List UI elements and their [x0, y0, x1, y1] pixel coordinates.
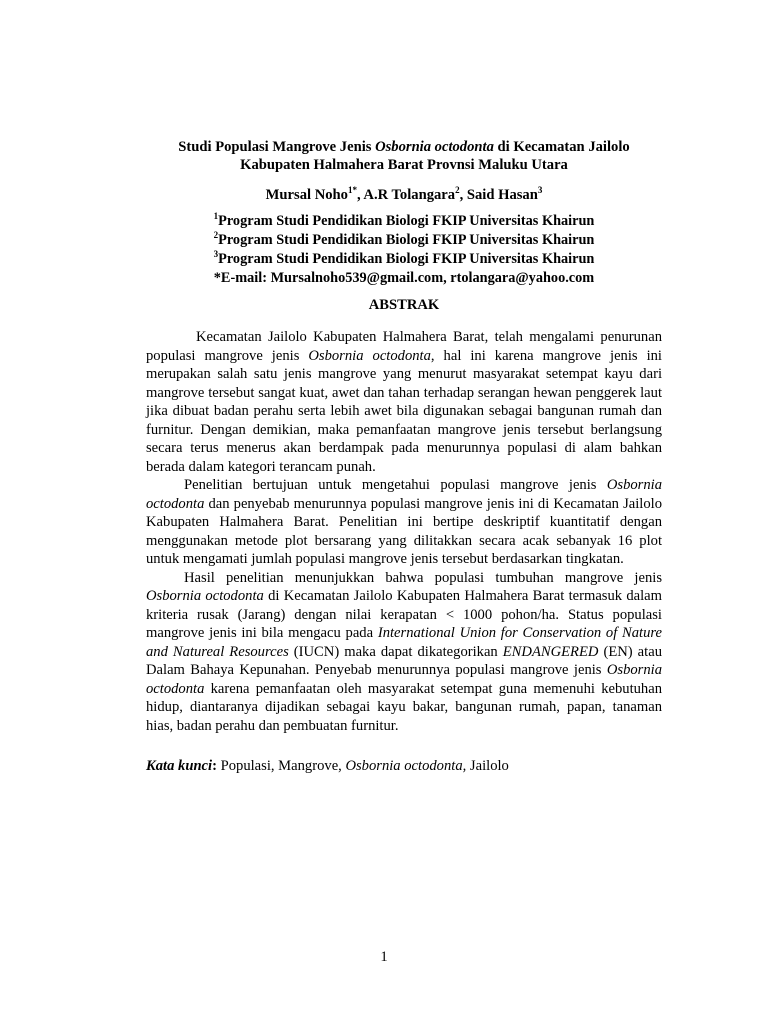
- page-number: 1: [380, 949, 388, 965]
- paragraph-3-text-d: (EN) atau Dalam Bahaya Kepunahan. Penyebab menurunnya populasi mangrove jenis: [146, 643, 662, 678]
- abstract-paragraph-2: [146, 476, 662, 569]
- paragraph-1-text-b: , hal ini karena mangrove jenis ini merupakan salah satu jenis mangrove yang menurut masyarakat setempat kayu dari mangrove tersebut sangat kuat, awet dan tahan terhadap serangan hewan penggerek laut jika dibuat badan perahu serta lebih awet bila digunakan sebagai bangunan rumah dan furnitur. Dengan demikian, maka pemanfaatan mangrove jenis tersebut berlangsung secara terus menerus akan berdampak pada menurunnya populasi di alam bahkan berada dalam kategori terancam punah.: [146, 347, 662, 475]
- paper-content: [146, 138, 662, 775]
- paragraph-3-text-c: (IUCN) maka dapat dikategorikan: [288, 643, 503, 660]
- paragraph-3-iucn-name: International Union for Conservation of Nature and Natureal Resources: [146, 625, 663, 660]
- paper-title: [146, 138, 662, 174]
- paragraph-3-species-name: Osbornia octodonta: [146, 588, 264, 604]
- affiliation-block: [146, 212, 662, 288]
- keywords-text-b: Jailolo: [466, 758, 509, 774]
- paragraph-3-text-b: di Kecamatan Jailolo Kabupaten Halmahera Barat termasuk dalam kriteria rusak (Jarang) dengan nilai kerapatan < 1000 pohon/ha. Status populasi mangrove jenis ini bila mengacu pada: [146, 588, 663, 641]
- paragraph-2-text-a: Penelitian bertujuan untuk mengetahui populasi mangrove jenis: [184, 477, 607, 493]
- abstract-paragraph-3: [146, 569, 662, 736]
- author-2-name: , A.R Tolangara: [356, 187, 456, 203]
- corresponding-email: *E-mail: Mursalnoho539@gmail.com, rtolangara@yahoo.com: [213, 270, 595, 286]
- affiliation-3-number: 3: [213, 249, 219, 260]
- keywords-label: Kata kunci: [146, 758, 213, 774]
- title-species-name: Osbornia octodonta: [375, 139, 494, 155]
- title-text-part2: di Kecamatan Jailolo Kabupaten Halmahera Barat Provnsi Maluku Utara: [240, 139, 630, 173]
- paragraph-3-text-e: karena pemanfaatan oleh masyarakat setempat guna memenuhi kebutuhan hidup, diantaranya dijadikan sebagai kayu bakar, bangunan rumah, papan, tanaman hias, badan perahu dan pembuatan furnitur.: [146, 680, 662, 734]
- abstract-body: [146, 328, 662, 735]
- paragraph-3-text-a: Hasil penelitian menunjukkan bahwa populasi tumbuhan mangrove jenis: [184, 569, 662, 586]
- author-2-affil-mark: 2: [455, 185, 460, 196]
- affiliation-1-number: 1: [213, 211, 219, 222]
- author-1-name: Mursal Noho: [265, 187, 348, 203]
- keywords-colon: :: [212, 758, 217, 774]
- abstract-paragraph-1: [146, 328, 662, 476]
- affiliation-2: [146, 231, 662, 250]
- paragraph-3-species-name-2: Osbornia octodonta: [146, 662, 662, 697]
- author-list: [146, 186, 662, 204]
- affiliation-3-text: Program Studi Pendidikan Biologi FKIP Universitas Khairun: [218, 251, 595, 267]
- affiliation-1-text: Program Studi Pendidikan Biologi FKIP Universitas Khairun: [218, 213, 595, 229]
- author-3-name: , Said Hasan: [459, 187, 538, 203]
- paragraph-1-text-a: Kecamatan Jailolo Kabupaten Halmahera Barat, telah mengalami penurunan populasi mangrove jenis: [146, 329, 662, 364]
- author-3-affil-mark: 3: [537, 185, 543, 196]
- paragraph-3-status: ENDANGERED: [502, 643, 599, 660]
- keywords-species-name: Osbornia octodonta,: [345, 758, 467, 774]
- abstract-heading: ABSTRAK: [368, 297, 440, 313]
- paragraph-1-species-name: Osbornia octodonta: [308, 347, 431, 364]
- affiliation-1: [146, 212, 662, 231]
- keywords-line: [146, 757, 662, 775]
- affiliation-2-text: Program Studi Pendidikan Biologi FKIP Universitas Khairun: [218, 232, 595, 248]
- paragraph-2-species-name: Osbornia octodonta: [146, 477, 662, 512]
- keywords-text-a: Populasi, Mangrove,: [216, 758, 346, 774]
- affiliation-3: [146, 250, 662, 269]
- paragraph-2-text-b: dan penyebab menurunnya populasi mangrove jenis ini di Kecamatan Jailolo Kabupaten Halmahera Barat. Penelitian ini bertipe deskriptif kuantitatif dengan menggunakan metode plot bersarang yang dilitakkan secara acak sebanyak 16 plot untuk mengamati jumlah populasi mangrove jenis tersebut berdasarkan tingkatan.: [146, 495, 662, 567]
- affiliation-2-number: 2: [213, 230, 219, 241]
- title-text-part1: Studi Populasi Mangrove Jenis: [178, 139, 376, 155]
- author-1-affil-mark: 1*: [347, 185, 357, 196]
